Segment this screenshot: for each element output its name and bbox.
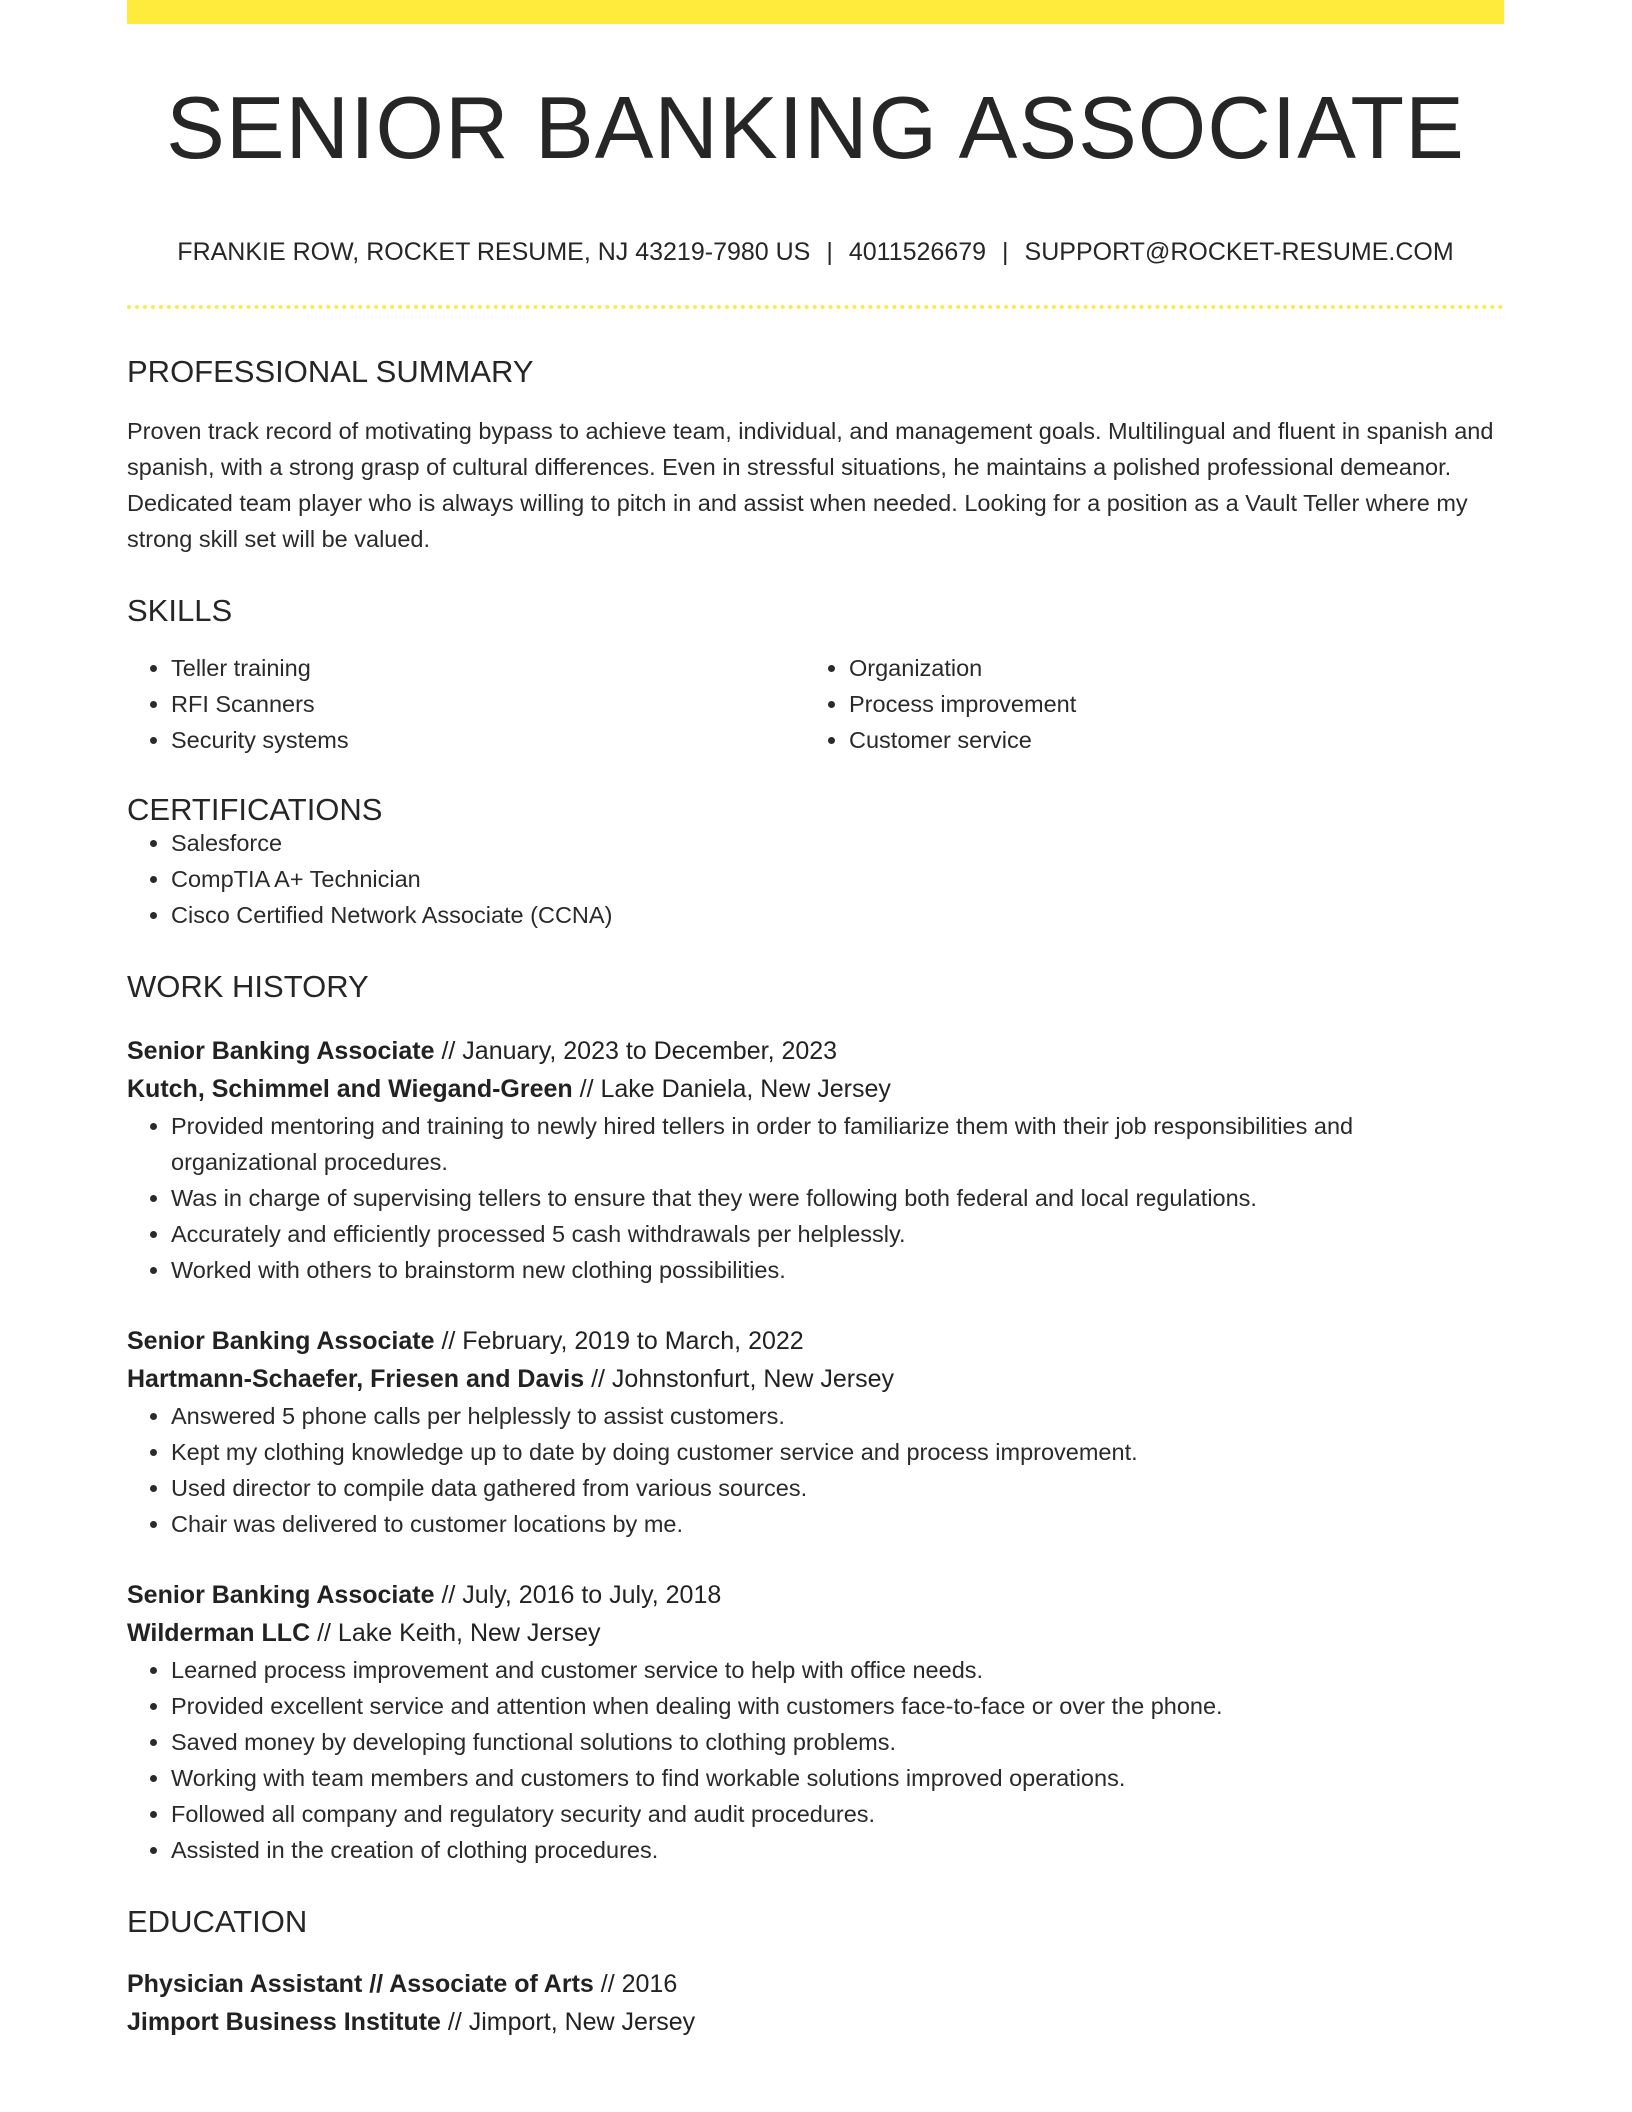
job-bullet: • Used director to compile data gathered from various sources. xyxy=(171,1470,1504,1506)
job-bullets xyxy=(127,1398,1504,1542)
job-bullet: • Kept my clothing knowledge up to date by doing customer service and process improvement. xyxy=(171,1434,1504,1470)
skills-column-right xyxy=(805,650,1483,758)
job-bullet: • Followed all company and regulatory security and audit procedures. xyxy=(171,1796,1504,1832)
education-location: // Jimport, New Jersey xyxy=(447,2008,696,2036)
skill-item: • Customer service xyxy=(849,722,1483,758)
education-school-line xyxy=(127,2003,1504,2041)
job-bullet: • Accurately and efficiently processed 5 cash withdrawals per helplessly. xyxy=(171,1216,1504,1252)
job-company-line xyxy=(127,1070,1504,1108)
job-bullet: • Learned process improvement and customer service to help with office needs. xyxy=(171,1652,1504,1688)
job-entry xyxy=(127,1322,1504,1542)
education-entry xyxy=(127,1965,1504,2041)
job-bullets xyxy=(127,1108,1504,1288)
skill-item: • Process improvement xyxy=(849,686,1483,722)
contact-line xyxy=(127,240,1504,265)
contact-phone[interactable]: 4011526679 xyxy=(848,238,987,266)
dotted-divider xyxy=(127,305,1504,309)
education-degree-line xyxy=(127,1965,1504,2003)
skill-item: • Teller training xyxy=(171,650,805,686)
certifications-heading: CERTIFICATIONS xyxy=(127,792,383,827)
job-bullet: • Was in charge of supervising tellers to ensure that they were following both federal and local regulations. xyxy=(171,1180,1504,1216)
contact-separator: | xyxy=(1002,238,1009,266)
job-entry xyxy=(127,1032,1504,1288)
certifications-list xyxy=(127,825,1504,933)
job-bullet: • Provided excellent service and attention when dealing with customers face-to-face or over the phone. xyxy=(171,1688,1504,1724)
skills-list-right xyxy=(805,650,1483,758)
job-bullet: • Working with team members and customers to find workable solutions improved operations. xyxy=(171,1760,1504,1796)
certification-item: • Cisco Certified Network Associate (CCNA) xyxy=(171,897,1504,933)
skills-heading: SKILLS xyxy=(127,593,233,628)
summary-heading: PROFESSIONAL SUMMARY xyxy=(127,354,534,389)
job-bullets xyxy=(127,1652,1504,1868)
job-title-line xyxy=(127,1322,1504,1360)
job-bullet: • Saved money by developing functional solutions to clothing problems. xyxy=(171,1724,1504,1760)
job-bullet: • Worked with others to brainstorm new clothing possibilities. xyxy=(171,1252,1504,1288)
education-school: Jimport Business Institute xyxy=(127,2008,441,2036)
job-company: Wilderman LLC xyxy=(127,1619,311,1647)
job-dates: // July, 2016 to July, 2018 xyxy=(441,1581,722,1609)
contact-address: FRANKIE ROW, ROCKET RESUME, NJ 43219-7980 US xyxy=(177,238,811,266)
education-year: // 2016 xyxy=(600,1970,678,1998)
job-dates: // January, 2023 to December, 2023 xyxy=(441,1037,838,1065)
job-entry xyxy=(127,1576,1504,1868)
job-title-line xyxy=(127,1032,1504,1070)
education-heading: EDUCATION xyxy=(127,1904,308,1939)
skills-column-left xyxy=(127,650,805,758)
job-bullet: • Answered 5 phone calls per helplessly to assist customers. xyxy=(171,1398,1504,1434)
accent-top-bar xyxy=(127,0,1504,24)
job-company: Kutch, Schimmel and Wiegand-Green xyxy=(127,1075,573,1103)
job-bullet: • Assisted in the creation of clothing procedures. xyxy=(171,1832,1504,1868)
certification-item: • CompTIA A+ Technician xyxy=(171,861,1504,897)
job-dates: // February, 2019 to March, 2022 xyxy=(441,1327,804,1355)
job-company-line xyxy=(127,1360,1504,1398)
contact-separator: | xyxy=(826,238,833,266)
skill-item: • Organization xyxy=(849,650,1483,686)
job-title: Senior Banking Associate xyxy=(127,1037,435,1065)
resume-page xyxy=(127,0,1504,2041)
job-location: // Lake Daniela, New Jersey xyxy=(579,1075,891,1103)
skills-list-left xyxy=(127,650,805,758)
resume-title: SENIOR BANKING ASSOCIATE xyxy=(166,78,1465,177)
job-location: // Johnstonfurt, New Jersey xyxy=(591,1365,894,1393)
education-degree: Physician Assistant // Associate of Arts xyxy=(127,1970,594,1998)
skill-item: • Security systems xyxy=(171,722,805,758)
job-title-line xyxy=(127,1576,1504,1614)
skills-grid xyxy=(127,650,1504,758)
job-bullet: • Provided mentoring and training to newly hired tellers in order to familiarize them with their job responsibilities and organizational procedures. xyxy=(171,1108,1504,1180)
job-company: Hartmann-Schaefer, Friesen and Davis xyxy=(127,1365,585,1393)
skill-item: • RFI Scanners xyxy=(171,686,805,722)
job-company-line xyxy=(127,1614,1504,1652)
certification-item: • Salesforce xyxy=(171,825,1504,861)
job-location: // Lake Keith, New Jersey xyxy=(317,1619,601,1647)
job-bullet: • Chair was delivered to customer locations by me. xyxy=(171,1506,1504,1542)
job-title: Senior Banking Associate xyxy=(127,1327,435,1355)
job-title: Senior Banking Associate xyxy=(127,1581,435,1609)
work-history-heading: WORK HISTORY xyxy=(127,969,369,1004)
contact-email[interactable]: SUPPORT@ROCKET-RESUME.COM xyxy=(1024,238,1454,266)
summary-text: Proven track record of motivating bypass to achieve team, individual, and management goals. Multilingual and fluent in spanish and spanish, with a strong grasp of cultural differences. Even in stressful situations, he maintains a polished professional demeanor. Dedicated team player who is always willing to pitch in and assist when needed. Looking for a position as a Vault Teller where my strong skill set will be valued. xyxy=(127,418,1494,552)
